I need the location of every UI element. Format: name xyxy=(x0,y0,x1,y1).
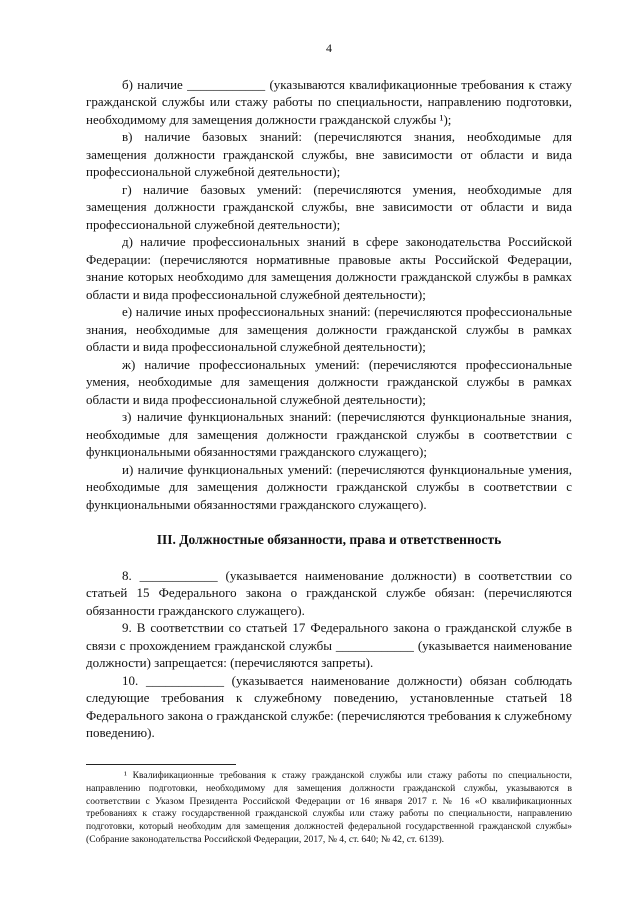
paragraph-zh: ж) наличие профессиональных умений: (перечисляются профессиональные умения, необходимые для замещения должности гражданской службы в рамках области и вида профессиональной служебной деятельности); xyxy=(86,356,572,407)
paragraph-e: е) наличие иных профессиональных знаний: (перечисляются профессиональные знания, необходимые для замещения должности гражданской службы в рамках области и вида профессиональной служебной деятельности); xyxy=(86,304,572,354)
item-9: 9. В соответствии со статьей 17 Федерального закона о гражданской службе в связи с прохождением гражданской службы ____________ (указывается наименование должности) запрещается: (перечисляются запреты). xyxy=(86,620,572,670)
item-8: 8. ____________ (указывается наименование должности) в соответствии со статьей 15 Федерального закона о гражданской службе обязан: (перечисляются обязанности гражданского служащего). xyxy=(86,567,572,618)
document-page xyxy=(86,40,572,742)
paragraph-i: и) наличие функциональных умений: (перечисляются функциональные умения, необходимые для замещения должности гражданской службы в соответствии с функциональными обязанностями гражданского служащего). xyxy=(86,461,572,512)
paragraph-z: з) наличие функциональных знаний: (перечисляются функциональные знания, необходимые для замещения должности гражданской службы в соответствии с функциональными обязанностями гражданского служащего); xyxy=(86,409,572,459)
item-10: 10. ____________ (указывается наименование должности) обязан соблюдать следующие требования к служебному поведению, установленные статьей 18 Федерального закона о гражданской службе: (перечисляются требования к служебному поведению). xyxy=(86,672,572,740)
footnote: ¹ Квалификационные требования к стажу гражданской службы или стажу работы по специальности, направлению подготовки, необходимому для замещения должности гражданской службы, указываются в соответствии с Указом Президента Российской Федерации от 16 января 2017 г. № 16 «О квалификационных требованиях к стажу государственной гражданской службы или стажу работы по специальности, направлению подготовки, который необходим для замещения должностей федеральной государственной гражданской службы» (Собрание законодательства Российской Федерации, 2017, № 4, ст. 640; № 42, ст. 6139). xyxy=(86,770,572,845)
paragraph-g: г) наличие базовых умений: (перечисляются умения, необходимые для замещения должности гражданской службы, вне зависимости от области и вида профессиональной служебной деятельности); xyxy=(86,181,572,232)
page-number: 4 xyxy=(326,41,332,55)
paragraph-v: в) наличие базовых знаний: (перечисляются знания, необходимые для замещения должности гражданской службы, вне зависимости от области и вида профессиональной служебной деятельности); xyxy=(86,129,572,179)
section-heading: III. Должностные обязанности, права и ответственность xyxy=(156,532,502,547)
paragraph-d: д) наличие профессиональных знаний в сфере законодательства Российской Федерации: (перечисляются нормативные правовые акты Российской Федерации, знание которых необходимо для замещения должности гражданской службы в рамках области и вида профессиональной служебной деятельности); xyxy=(86,234,572,302)
footnote-separator xyxy=(86,764,236,765)
paragraph-b: б) наличие ____________ (указываются квалификационные требования к стажу гражданской службы или стажу работы по специальности, направлению подготовки, необходимому для замещения должности гражданской службы ¹); xyxy=(86,76,572,127)
